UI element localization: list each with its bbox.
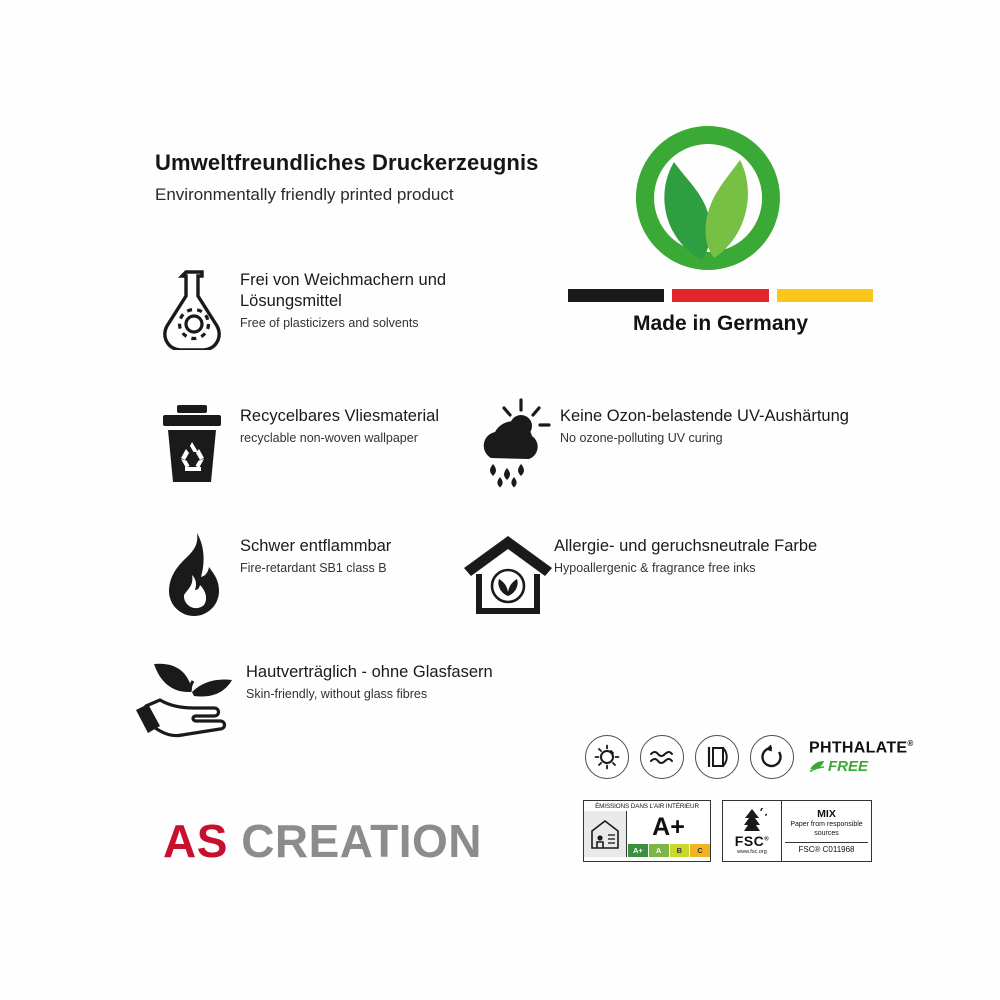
feature-label-en: Skin-friendly, without glass fibres xyxy=(246,687,428,702)
pictogram-strip xyxy=(585,735,914,779)
brand-logo-creation: CREATION xyxy=(241,815,482,867)
recycle-arrow-icon xyxy=(750,735,794,779)
phthalate-word: PHTHALATE xyxy=(809,739,908,757)
brand-logo-as: AS xyxy=(163,815,228,867)
house-leaf-icon xyxy=(462,528,554,620)
scale-a-plus: A+ xyxy=(627,844,648,857)
sun-cloud-rain-icon xyxy=(468,398,560,490)
scale-b: B xyxy=(669,844,690,857)
feature-item xyxy=(148,398,478,490)
fsc-tree-icon xyxy=(737,808,767,832)
feature-label-de: Hautverträglich - ohne Glasfasern xyxy=(246,663,493,681)
feature-label-de: Keine Ozon-belastende UV-Aushärtung xyxy=(560,407,849,425)
leaf-icon xyxy=(809,760,825,773)
fsc-registered: ® xyxy=(764,835,770,842)
page-title: Umweltfreundliches Druckerzeugnis xyxy=(155,150,539,175)
fsc-url: www.fsc.org xyxy=(737,848,767,855)
flag-bar-red xyxy=(672,289,768,302)
indoor-air-scale xyxy=(627,844,710,857)
feature-label-en: No ozone-polluting UV curing xyxy=(560,431,723,446)
lightfast-sun-icon xyxy=(585,735,629,779)
phthalate-free-badge xyxy=(809,740,914,773)
feature-text xyxy=(240,528,391,577)
page-title-block xyxy=(155,150,585,205)
german-flag-bars xyxy=(568,289,873,302)
feature-item xyxy=(468,398,898,490)
recycling-bin-icon xyxy=(148,398,240,490)
feature-text xyxy=(246,648,493,703)
fsc-certification-label xyxy=(722,800,872,862)
fsc-text: FSC xyxy=(734,832,765,849)
feature-item xyxy=(130,648,530,740)
flask-icon xyxy=(148,262,240,354)
indoor-air-emission-label xyxy=(583,800,711,862)
feature-label-de: Frei von Weichmachern und Lösungsmittel xyxy=(240,271,447,311)
flag-bar-gold xyxy=(777,289,873,302)
washable-waves-icon xyxy=(640,735,684,779)
hand-sprout-icon xyxy=(130,648,246,740)
feature-item xyxy=(148,262,548,354)
feature-text xyxy=(240,398,439,447)
registered-mark: ® xyxy=(907,739,914,749)
feature-label-de: Recycelbares Vliesmaterial xyxy=(240,407,439,425)
fsc-code: FSC® C011968 xyxy=(785,842,868,854)
flag-bar-black xyxy=(568,289,664,302)
feature-text xyxy=(554,528,817,577)
made-in-germany-label: Made in Germany xyxy=(632,312,809,335)
feature-label-de: Schwer entflammbar xyxy=(240,537,392,555)
eco-leaf-logo xyxy=(628,118,788,278)
feature-text xyxy=(240,262,548,332)
feature-item xyxy=(462,528,892,620)
feature-label-en: Free of plasticizers and solvents xyxy=(240,316,419,331)
phthalate-free-word: FREE xyxy=(828,757,869,775)
fsc-mark xyxy=(723,801,782,861)
feature-label-en: Hypoallergenic & fragrance free inks xyxy=(554,561,756,576)
flame-icon xyxy=(148,528,240,620)
strippable-icon xyxy=(695,735,739,779)
feature-item xyxy=(148,528,478,620)
scale-a: A xyxy=(648,844,669,857)
indoor-air-pictogram xyxy=(584,811,627,857)
feature-text xyxy=(560,398,849,447)
fsc-description: Paper from responsible sources xyxy=(790,821,863,837)
indoor-air-caption: ÉMISSIONS DANS L'AIR INTÉRIEUR xyxy=(595,803,699,810)
brand-logo xyxy=(163,815,482,867)
page-subtitle: Environmentally friendly printed product xyxy=(155,185,454,205)
feature-label-en: recyclable non-woven wallpaper xyxy=(240,431,418,446)
feature-label-en: Fire-retardant SB1 class B xyxy=(240,561,387,576)
feature-label-de: Allergie- und geruchsneutrale Farbe xyxy=(554,537,818,555)
scale-c: C xyxy=(689,844,710,857)
indoor-air-grade: A+ xyxy=(627,811,710,844)
fsc-mix-title: MIX xyxy=(817,808,836,821)
